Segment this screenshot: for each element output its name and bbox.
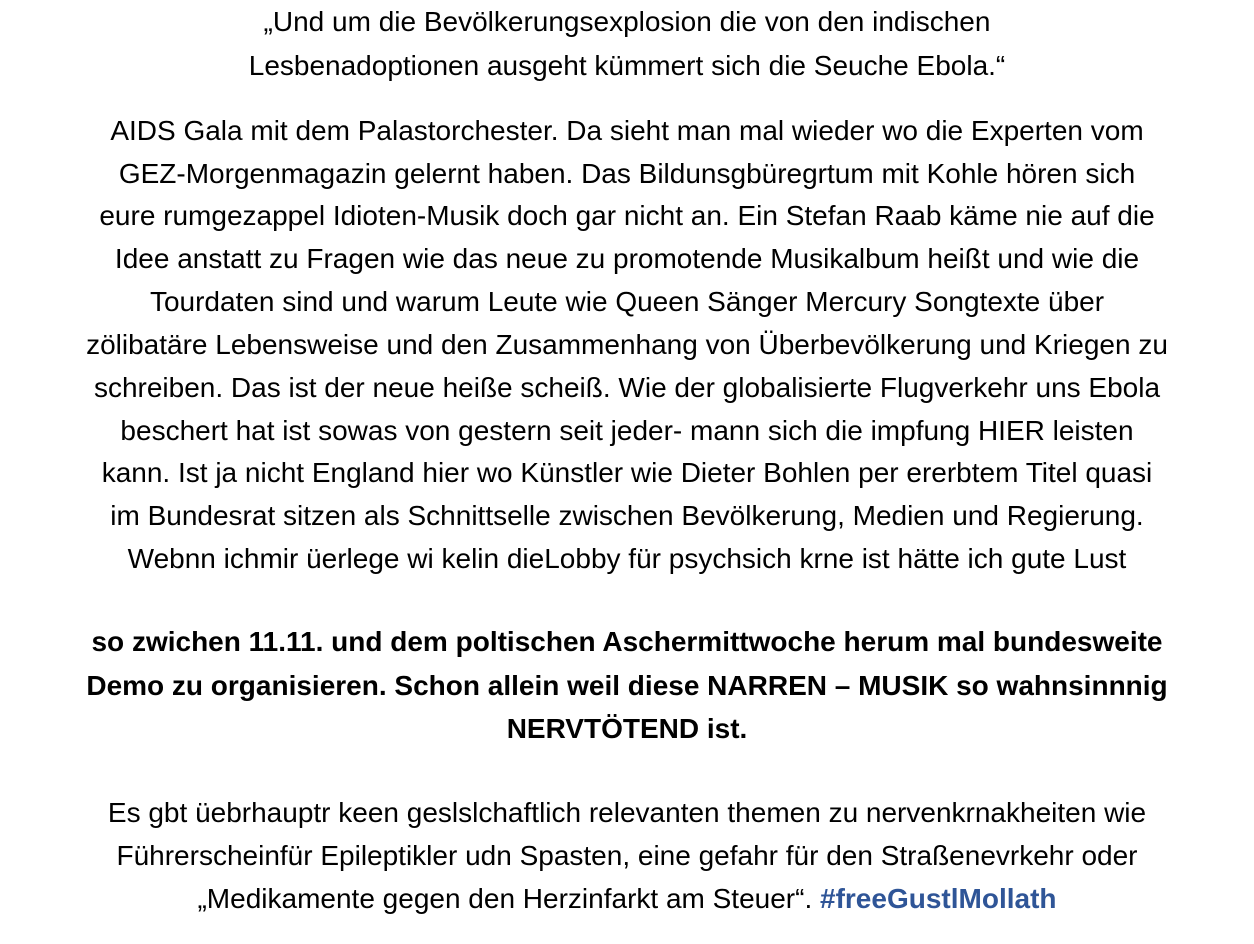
paragraph-1-line-5: Tourdaten sind und warum Leute wie Queen Sänger Mercury Songtexte über [149,286,1105,317]
paragraph-1-line-9: kann. Ist ja nicht England hier wo Künstler wie Dieter Bohlen per ererbtem Titel quasi [101,457,1153,488]
paragraph-2-line-3-text: „Medikamente gegen den Herzinfarkt am Steuer“. [197,883,821,914]
paragraph-1-line-7: schreiben. Das ist der neue heiße scheiß. Wie der globalisierte Flugverkehr uns Ebola [93,372,1161,403]
paragraph-1-line-8: beschert hat ist sowas von gestern seit jeder- mann sich die impfung HIER leisten [120,415,1134,446]
quote-line-2: Lesbenadoptionen ausgeht kümmert sich die Seuche Ebola.“ [248,50,1006,81]
paragraph-2-line-1: Es gbt üebrhauptr keen geslslchaftlich relevanten themen zu nervenkrnakheiten wie [107,797,1147,828]
quote-line-1: „Und um die Bevölkerungsexplosion die von den indischen [263,6,991,37]
bold-paragraph-line-1: so zwichen 11.11. und dem poltischen Aschermittwoche herum mal bundesweite [91,626,1163,657]
paragraph-1-line-4: Idee anstatt zu Fragen wie das neue zu promotende Musikalbum heißt und wie die [114,243,1140,274]
paragraph-1-line-3: eure rumgezappel Idioten-Musik doch gar nicht an. Ein Stefan Raab käme nie auf die [99,200,1155,231]
paragraph-1-line-2: GEZ-Morgenmagazin gelernt haben. Das Bildunsgbüregrtum mit Kohle hören sich [118,158,1136,189]
paragraph-1-line-11: Webnn ichmir üerlege wi kelin dieLobby für psychsich krne ist hätte ich gute Lust [127,543,1127,574]
bold-paragraph-line-3: NERVTÖTEND ist. [506,713,748,744]
paragraph-1-line-10: im Bundesrat sitzen als Schnittselle zwischen Bevölkerung, Medien und Regierung. [110,500,1144,531]
paragraph-1-line-1: AIDS Gala mit dem Palastorchester. Da sieht man mal wieder wo die Experten vom [110,115,1144,146]
paragraph-2-line-2: Führerscheinfür Epileptikler udn Spasten, eine gefahr für den Straßenevrkehr oder [116,840,1138,871]
bold-paragraph-line-2: Demo zu organisieren. Schon allein weil diese NARREN – MUSIK so wahnsinnnig [86,670,1168,701]
paragraph-2-line-3 [0,877,1254,921]
hashtag-link[interactable]: #freeGustlMollath [820,883,1057,914]
paragraph-1-line-6: zölibatäre Lebensweise und den Zusammenhang von Überbevölkerung und Kriegen zu [86,329,1168,360]
